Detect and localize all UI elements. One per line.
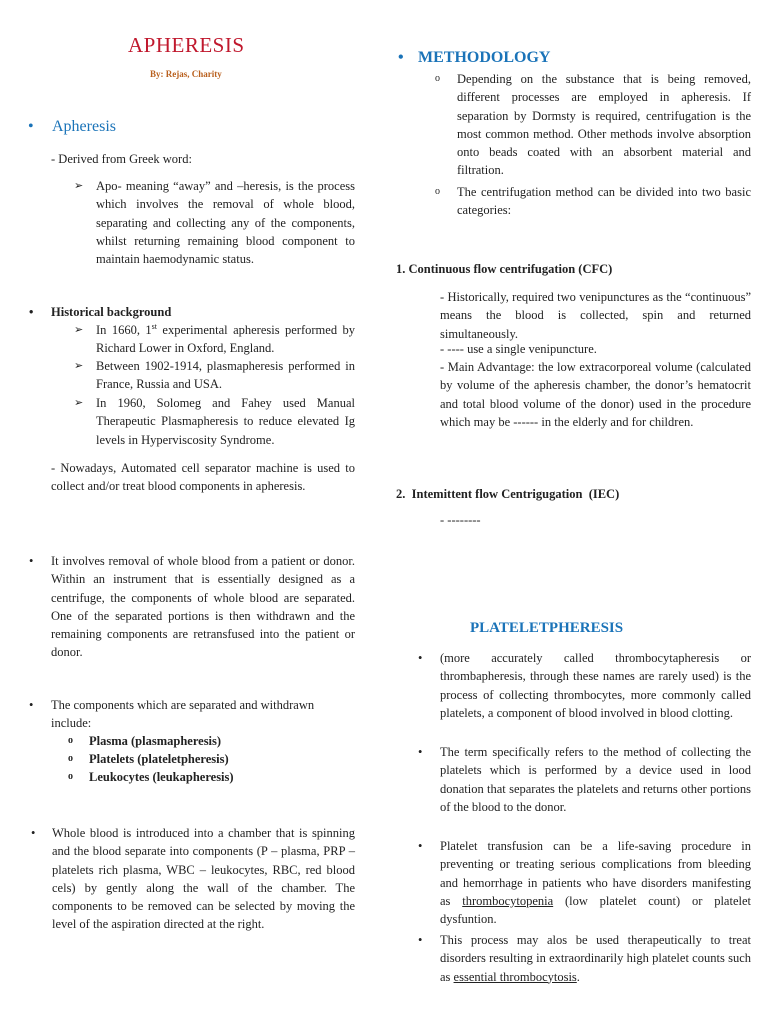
arrow-bullet-icon: ➢ [74,180,84,192]
arrow-bullet-icon: ➢ [74,397,84,409]
platelet-paragraph: • This process may alos be used therapeutically to treat disorders resulting in extraordinarily high platelet counts such as essential thrombocytosis. [418,933,751,984]
bullet-icon: • [31,826,36,840]
cfc-heading: 1. Continuous flow centrifugation (CFC) [396,262,613,276]
bullet-icon: • [29,554,34,568]
apo-definition: ➢ Apo- meaning “away” and –heresis, is the process which involves the removal of whole blood, separating and collecting any of the components, whilst returning remaining blood component to maintain haemodynamic status. [74,179,355,267]
circle-bullet-icon: o [435,73,440,84]
page-title: APHERESIS [128,33,245,57]
method-item: o The centrifugation method can be divided into two basic categories: [435,185,751,218]
derived-text: - Derived from Greek word: [51,152,192,166]
circle-bullet-icon: o [68,753,73,764]
iec-heading: 2. Intemittent flow Centrigugation (IEC) [396,487,620,501]
bullet-icon: • [29,698,34,712]
circle-bullet-icon: o [435,186,440,197]
cfc-text: - ---- use a single venipuncture. [440,342,597,356]
history-item: ➢ Between 1902-1914, plasmapheresis performed in France, Russia and USA. [74,359,355,392]
platelet-paragraph: • (more accurately called thrombocytapheresis or thrombapheresis, through these names are rarely used) is the process of collecting thrombocytes, more commonly called platelets, a component of blood involved in blood clotting. [418,651,751,720]
circle-bullet-icon: o [68,771,73,782]
historical-heading: • Historical background [51,303,171,321]
whole-blood-paragraph: • Whole blood is introduced into a chamber that is spinning and the blood separate into components (P – plasma, PRP – platelets rich plasma, WBC – leukocytes, RBC, red blood cels) by gently along the wall of the chamber. The components to be removed can be selected by moving the level of the aspiration directed at the right. [31,826,355,932]
cfc-text: - Historically, required two venipunctures as the “continuous” means the blood is collected, spin and returned simultaneously. [440,290,751,341]
platelet-paragraph: • Platelet transfusion can be a life-saving procedure in preventing or treating serious complications from bleeding and hemorrhage in patients who have disorders manifesting as thrombocytopenia (low platelet count) or platelet dysfuntion. [418,839,751,927]
history-item: ➢ In 1960, Solomeg and Fahey used Manual Therapeutic Plasmapheresis to reduce elevated Ig levels in Hyperviscosity Syndrome. [74,396,355,447]
involves-paragraph: • It involves removal of whole blood from a patient or donor. Within an instrument that is essentially designed as a centrifuge, the components of whole blood are separated. One of the separated portions is then withdrawn and the remaining components are retransfused into the patient or donor. [29,554,355,660]
cfc-text: - Main Advantage: the low extracorporeal volume (calculated by volume of the apheresis chamber, the donor’s hematocrit and total blood volume of the donor) used in the procedure which may be ------ in the elderly and for children. [440,360,751,429]
component-item: o Platelets (plateletpheresis) [89,750,229,768]
essential-thrombocytosis-link[interactable]: essential thrombocytosis [453,969,577,984]
bullet-icon: • [418,839,423,853]
methodology-heading: • METHODOLOGY [398,49,551,66]
bullet-icon: • [29,305,34,319]
circle-bullet-icon: o [68,735,73,746]
method-item: o Depending on the substance that is being removed, different processes are employed in apheresis. If separation by Dormsty is required, centrifugation is the most common method. Other methods involve absorption onto beads coated with an absorbent material and filtration. [435,72,751,178]
component-item: o Leukocytes (leukapheresis) [89,768,234,786]
component-item: o Plasma (plasmapheresis) [89,732,221,750]
bullet-icon: • [418,933,423,947]
platelet-paragraph: • The term specifically refers to the method of collecting the platelets which is performed by a device used in lood donation that separates the platelets and returns other portions of the blood to the donor. [418,745,751,814]
bullet-icon: • [398,49,404,66]
arrow-bullet-icon: ➢ [74,360,84,372]
components-intro: • The components which are separated and withdrawn include: [29,698,315,731]
nowadays-text: - Nowadays, Automated cell separator machine is used to collect and/or treat blood components in apheresis. [51,461,355,494]
arrow-bullet-icon: ➢ [74,324,84,336]
iec-text: - -------- [440,513,481,527]
bullet-icon: • [418,651,423,665]
plateletpheresis-heading: PLATELETPHERESIS [470,620,624,636]
bullet-icon: • [418,745,423,759]
history-item: ➢ In 1660, 1st experimental apheresis performed by Richard Lower in Oxford, England. [74,321,355,356]
author-byline: By: Rejas, Charity [150,69,222,79]
bullet-icon: • [28,118,34,135]
thrombocytopenia-link[interactable]: thrombocytopenia [462,893,554,908]
